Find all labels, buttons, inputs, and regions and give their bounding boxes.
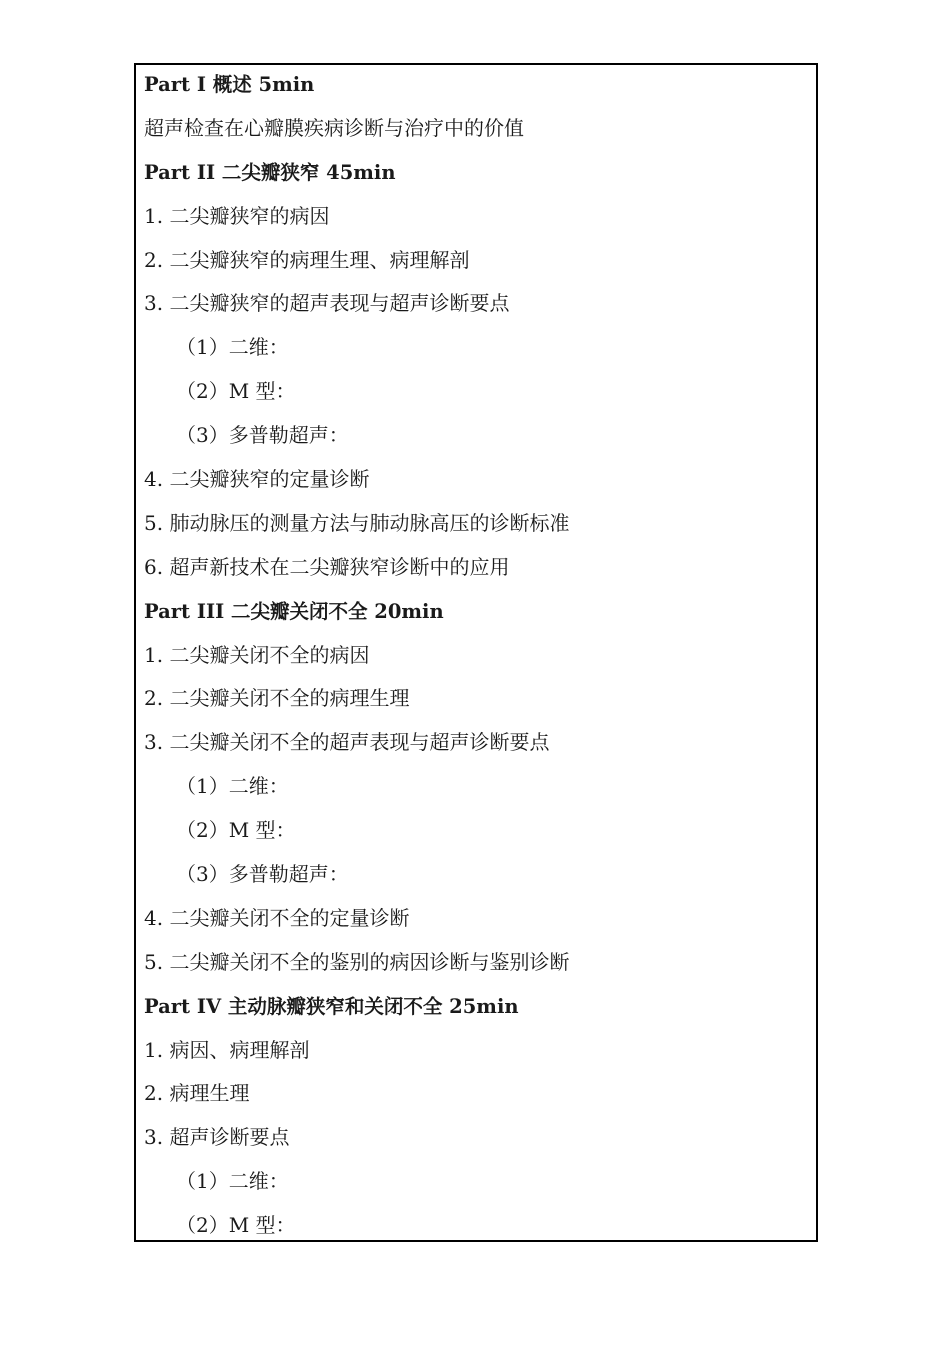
list-item: 5. 二尖瓣关闭不全的鉴别的病因诊断与鉴别诊断 [144,949,570,974]
sub-item: （3）多普勒超声： [176,423,349,448]
list-item: 2. 二尖瓣关闭不全的病理生理 [144,686,410,711]
list-item: 1. 二尖瓣关闭不全的病因 [144,642,370,667]
list-item: 3. 超声诊断要点 [144,1125,290,1150]
part-4-heading: Part IV 主动脉瓣狭窄和关闭不全 25min [144,994,519,1018]
list-item: 2. 二尖瓣狭窄的病理生理、病理解剖 [144,247,470,272]
sub-item: （1）二维： [176,1169,289,1194]
sub-item: （2）M 型： [176,1213,296,1238]
list-item: 5. 肺动脉压的测量方法与肺动脉高压的诊断标准 [144,510,570,535]
list-item: 4. 二尖瓣狭窄的定量诊断 [144,467,370,492]
list-item: 3. 二尖瓣狭窄的超声表现与超声诊断要点 [144,291,510,316]
sub-item: （2）M 型： [176,379,296,404]
list-item: 4. 二尖瓣关闭不全的定量诊断 [144,905,410,930]
list-item: 超声检查在心瓣膜疾病诊断与治疗中的价值 [144,115,524,140]
list-item: 6. 超声新技术在二尖瓣狭窄诊断中的应用 [144,554,510,579]
outline-table [134,63,818,1242]
list-item: 3. 二尖瓣关闭不全的超声表现与超声诊断要点 [144,730,550,755]
sub-item: （2）M 型： [176,818,296,843]
part-1-heading: Part I 概述 5min [144,73,315,96]
list-item: 2. 病理生理 [144,1081,250,1106]
sub-item: （3）多普勒超声： [176,862,349,887]
part-2-heading: Part II 二尖瓣狭窄 45min [144,160,396,184]
list-item: 1. 二尖瓣狭窄的病因 [144,203,330,228]
list-item: 1. 病因、病理解剖 [144,1037,310,1062]
sub-item: （1）二维： [176,335,289,360]
part-3-heading: Part III 二尖瓣关闭不全 20min [144,599,444,623]
sub-item: （1）二维： [176,774,289,799]
